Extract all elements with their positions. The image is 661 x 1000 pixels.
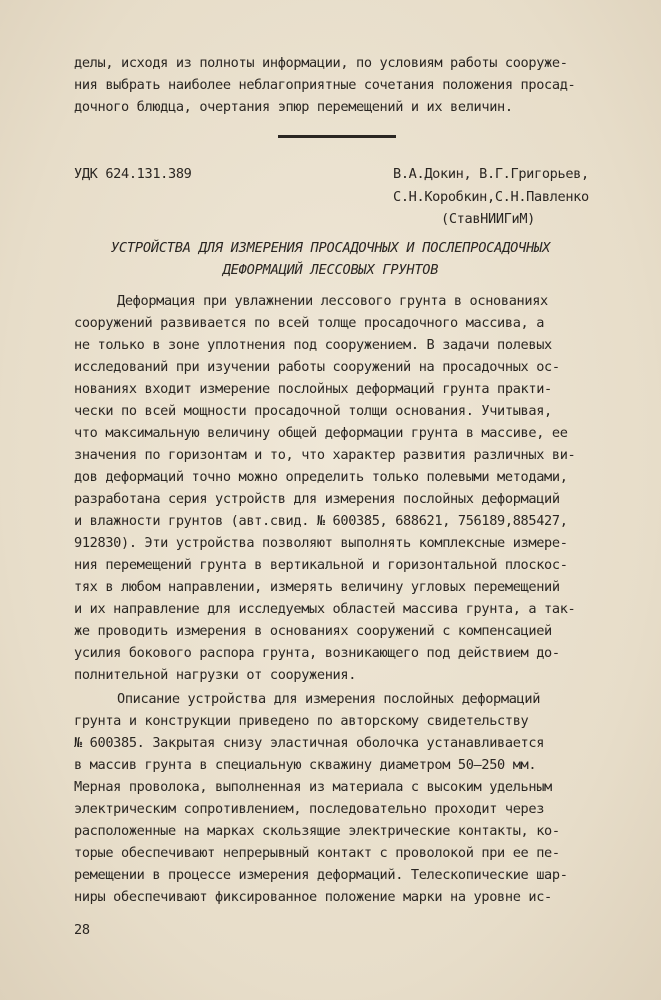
paragraph-line: и влажности грунтов (авт.свид. № 600385, 688621, 756189,885427,: [74, 513, 568, 529]
paragraph-line: что максимальную величину общей деформации грунта в массиве, ее: [74, 425, 568, 441]
paragraph-line: 912830). Эти устройства позволяют выполнять комплексные измере-: [74, 535, 568, 551]
authors-affiliation: (СтавНИИГиМ): [441, 211, 536, 227]
paragraph-line: расположенные на марках скользящие электрические контакты, ко-: [74, 823, 560, 839]
authors-line: С.Н.Коробкин,С.Н.Павленко: [393, 189, 589, 205]
paragraph-line: значения по горизонтам и то, что характер развития различных ви-: [74, 447, 576, 463]
paragraph-line: не только в зоне уплотнения под сооружением. В задачи полевых: [74, 337, 552, 353]
paragraph-line: ния перемещений грунта в вертикальной и горизонтальной плоскос-: [74, 557, 568, 573]
paragraph-line: сооружений развивается по всей толще просадочного массива, а: [74, 315, 545, 331]
section-divider: [278, 135, 396, 138]
paragraph-line: чески по всей мощности просадочной толщи основания. Учитывая,: [74, 403, 552, 419]
paragraph-line: разработана серия устройств для измерения послойных деформаций: [74, 491, 560, 507]
paragraph-line: полнительной нагрузки от сооружения.: [74, 667, 357, 683]
paragraph-line: и их направление для исследуемых областей массива грунта, а так-: [74, 601, 576, 617]
paragraph-line: грунта и конструкции приведено по авторскому свидетельству: [74, 713, 529, 729]
paragraph-line: в массив грунта в специальную скважину диаметром 50–250 мм.: [74, 757, 537, 773]
paragraph-line: Деформация при увлажнении лессового грунта в основаниях: [117, 293, 548, 309]
paragraph-line: электрическим сопротивлением, последовательно проходит через: [74, 801, 545, 817]
paragraph-line: нованиях входит измерение послойных деформаций грунта практи-: [74, 381, 552, 397]
paragraph-line: исследований при изучении работы сооружений на просадочных ос-: [74, 359, 560, 375]
paragraph-line: Описание устройства для измерения послойных деформаций: [117, 691, 541, 707]
paragraph-line: же проводить измерения в основаниях сооружений с компенсацией: [74, 623, 552, 639]
title-line: ДЕФОРМАЦИЙ ЛЕССОВЫХ ГРУНТОВ: [222, 262, 439, 278]
authors-line: В.А.Докин, В.Г.Григорьев,: [393, 166, 589, 182]
paragraph-line: тях в любом направлении, измерять величину угловых перемещений: [74, 579, 560, 595]
paragraph-line: ниры обеспечивают фиксированное положение марки на уровне ис-: [74, 889, 552, 905]
intro-line: ния выбрать наиболее неблагоприятные сочетания положения просад-: [74, 77, 576, 93]
title-line: УСТРОЙСТВА ДЛЯ ИЗМЕРЕНИЯ ПРОСАДОЧНЫХ И ПОСЛЕПРОСАДОЧНЫХ: [110, 240, 551, 256]
intro-line: делы, исходя из полноты информации, по условиям работы сооруже-: [74, 55, 568, 71]
page-number: 28: [74, 922, 90, 938]
intro-line: дочного блюдца, очертания эпюр перемещений и их величин.: [74, 99, 513, 115]
paragraph-line: торые обеспечивают непрерывный контакт с проволокой при ее пе-: [74, 845, 560, 861]
paragraph-line: № 600385. Закрытая снизу эластичная оболочка устанавливается: [74, 735, 545, 751]
paragraph-line: Мерная проволока, выполненная из материала с высоким удельным: [74, 779, 552, 795]
paragraph-line: ремещении в процессе измерения деформаций. Телескопические шар-: [74, 867, 568, 883]
paragraph-line: дов деформаций точно можно определить только полевыми методами,: [74, 469, 568, 485]
udk-code: УДК 624.131.389: [74, 166, 192, 182]
paragraph-line: усилия бокового распора грунта, возникающего под действием до-: [74, 645, 560, 661]
